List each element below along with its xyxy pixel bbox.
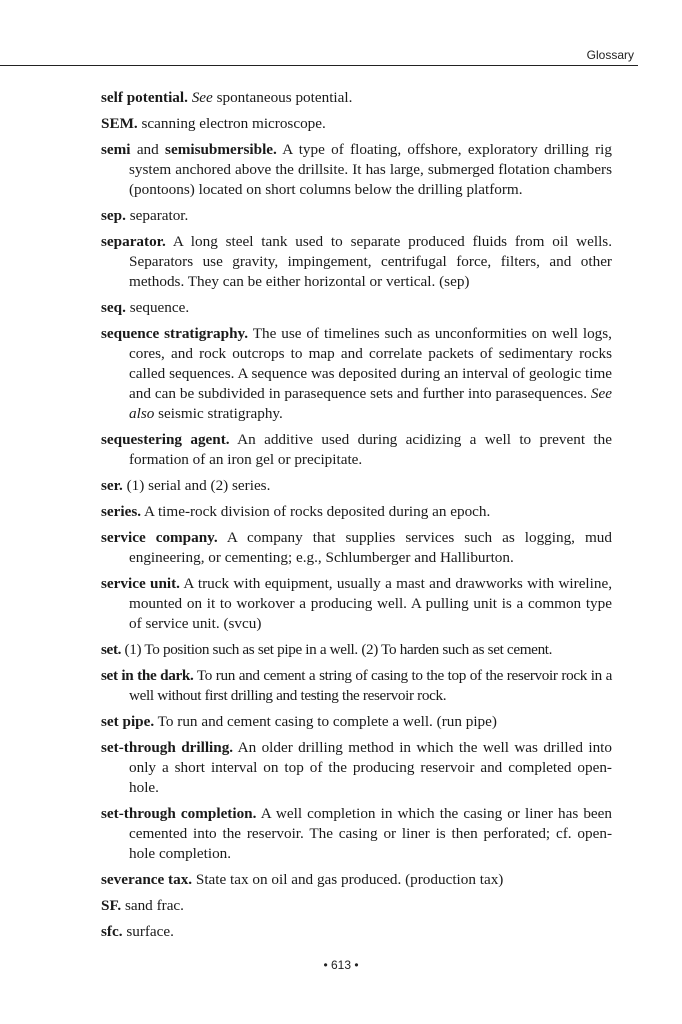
entry-text: A type of floating, offshore, exploratory drilling rig system anchored above the drillsite. It has large, submerged flotation chambers (pontoons) located on short columns below the drilling platform. — [129, 141, 612, 198]
entry-term: set in the dark. — [101, 667, 194, 684]
entry-text: scanning electron microscope. — [137, 115, 326, 132]
glossary-entry-seq — [101, 298, 612, 318]
entry-term: SF. — [101, 897, 122, 914]
glossary-entry-sequestering-agent — [101, 430, 612, 470]
entry-text: sand frac. — [121, 897, 184, 914]
header-rule — [0, 65, 638, 66]
cross-reference-label: See also — [129, 385, 612, 422]
entry-term: semi — [101, 141, 131, 158]
entry-term: service company. — [101, 529, 218, 546]
entry-term: set. — [101, 641, 122, 658]
entry-term: sequence stratigraphy. — [101, 325, 249, 342]
entry-term-secondary: semisubmersible. — [165, 141, 277, 158]
glossary-entry-sep — [101, 206, 612, 226]
glossary-entry-service-unit — [101, 574, 612, 634]
entry-text: A well completion in which the casing or liner has been cemented into the reservoir. The casing or liner is then perforated; cf. open-hole completion. — [129, 805, 613, 862]
entry-text: (1) serial and (2) series. — [122, 477, 271, 494]
entry-text: An older drilling method in which the well was drilled into only a short interval on top of the producing reservoir and completed open-hole. — [129, 739, 612, 796]
entry-text: An additive used during acidizing a well to prevent the formation of an iron gel or precipitate. — [129, 431, 612, 468]
glossary-entry-sf — [101, 896, 612, 916]
entry-term: seq. — [101, 299, 126, 316]
entry-text: A truck with equipment, usually a mast and drawworks with wireline, mounted on it to workover a producing well. A pulling unit is a common type of service unit. (svcu) — [129, 575, 613, 632]
entry-text: sequence. — [125, 299, 190, 316]
glossary-entry-sem — [101, 114, 612, 134]
entry-text: A company that supplies services such as logging, mud engineering, or cementing; e.g., Schlumberger and Halliburton. — [129, 529, 612, 566]
cross-reference-label: See — [191, 89, 213, 106]
glossary-entry-set-through-completion — [101, 804, 612, 864]
entry-term: self potential. — [101, 89, 188, 106]
glossary-entry-service-company — [101, 528, 612, 568]
entry-text: To run and cement a string of casing to the top of the reservoir rock in a well without first drilling and testing the reservoir rock. — [129, 667, 612, 704]
entry-text: seismic stratigraphy. — [154, 405, 283, 422]
glossary-entry-series — [101, 502, 612, 522]
entry-text: (1) To position such as set pipe in a well. (2) To harden such as set cement. — [121, 641, 553, 658]
entry-text: The use of timelines such as unconformities on well logs, cores, and rock outcrops to map and correlate packets of sedimentary rocks called sequences. A sequence was deposited during an interval of geologic time and can be subdivided in parasequence sets and further into parasequences. — [129, 325, 612, 402]
entry-term: separator. — [101, 233, 166, 250]
entry-term: set-through completion. — [101, 805, 257, 822]
entry-text: A time-rock division of rocks deposited during an epoch. — [141, 503, 491, 520]
entry-term: severance tax. — [101, 871, 193, 888]
glossary-entries — [101, 88, 612, 948]
entry-text: spontaneous potential. — [212, 89, 353, 106]
entry-term: sfc. — [101, 923, 123, 940]
glossary-entry-set-in-the-dark — [101, 666, 612, 706]
page-number: • 613 • — [323, 958, 359, 972]
glossary-entry-sequence-stratigraphy — [101, 324, 612, 424]
entry-text: State tax on oil and gas produced. (production tax) — [192, 871, 504, 888]
glossary-entry-self-potential — [101, 88, 612, 108]
glossary-entry-set-through-drilling — [101, 738, 612, 798]
glossary-entry-separator — [101, 232, 612, 292]
glossary-entry-sfc — [101, 922, 612, 942]
glossary-entry-semi — [101, 140, 612, 200]
entry-term: ser. — [101, 477, 123, 494]
glossary-entry-ser — [101, 476, 612, 496]
entry-term: set pipe. — [101, 713, 155, 730]
running-head: Glossary — [586, 48, 634, 62]
entry-text: separator. — [125, 207, 189, 224]
entry-text: To run and cement casing to complete a well. (run pipe) — [154, 713, 497, 730]
entry-term: service unit. — [101, 575, 180, 592]
entry-term: sep. — [101, 207, 126, 224]
entry-text: and — [130, 141, 166, 158]
glossary-entry-set-pipe — [101, 712, 612, 732]
entry-term: SEM. — [101, 115, 138, 132]
entry-term: set-through drilling. — [101, 739, 234, 756]
entry-text: A long steel tank used to separate produced fluids from oil wells. Separators use gravity, impingement, centrifugal force, filters, and other methods. They can be either horizontal or vertical. (sep) — [129, 233, 612, 290]
entry-term: series. — [101, 503, 142, 520]
glossary-entry-severance-tax — [101, 870, 612, 890]
glossary-entry-set — [101, 640, 612, 660]
entry-term: sequestering agent. — [101, 431, 230, 448]
entry-text: surface. — [122, 923, 174, 940]
